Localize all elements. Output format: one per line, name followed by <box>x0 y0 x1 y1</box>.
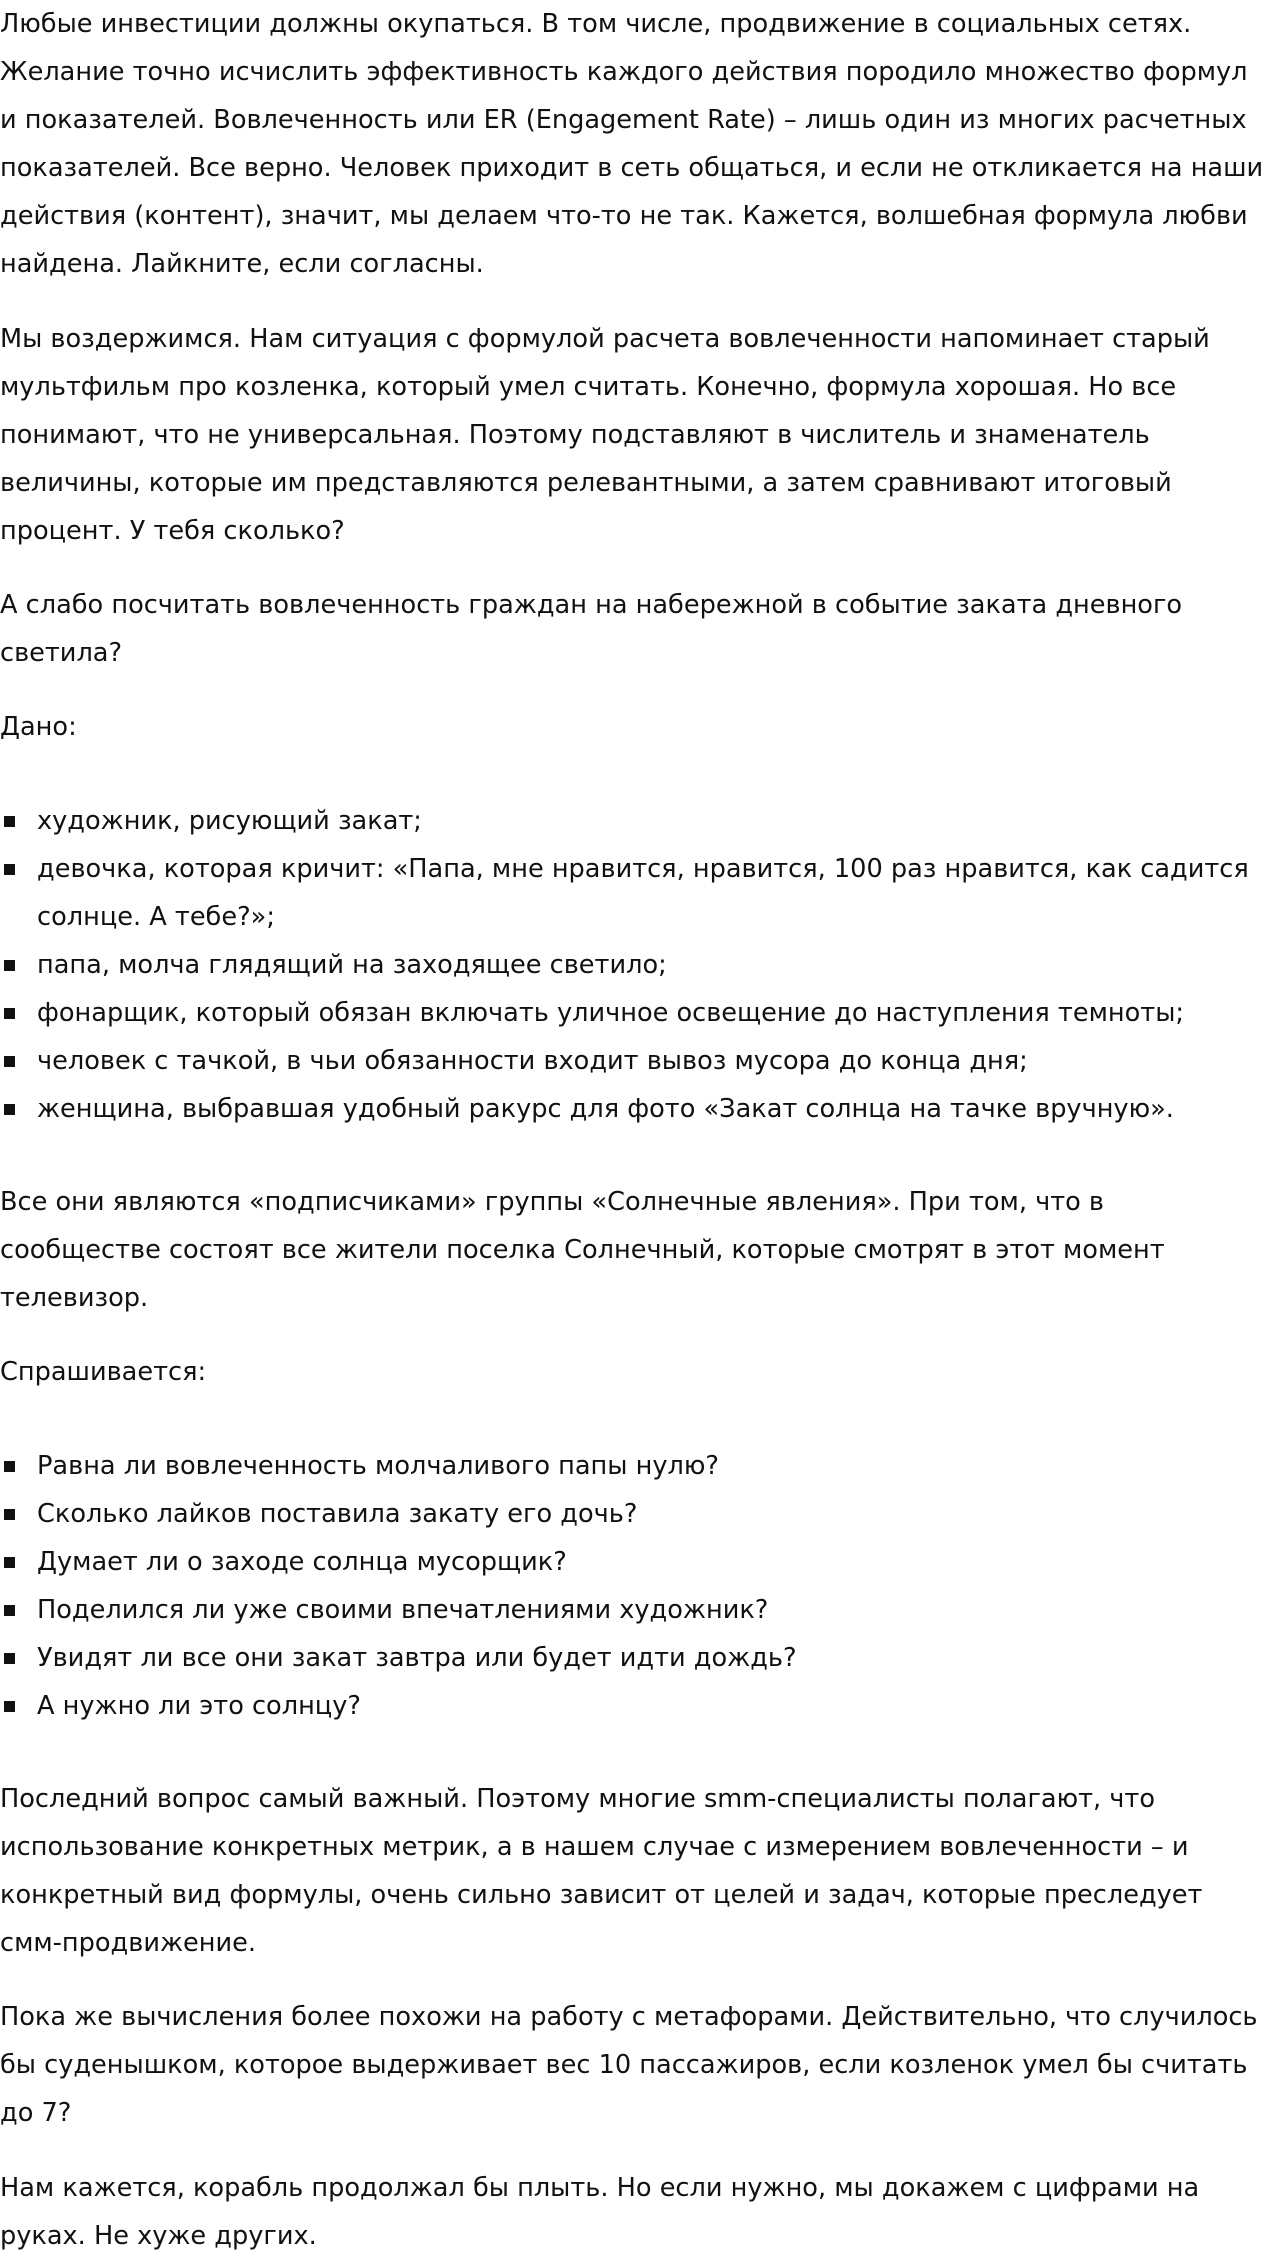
paragraph: Все они являются «подписчиками» группы «Солнечные явления». При том, что в сообществе состоят все жители поселка Солнечный, которые смотрят в этот момент телевизор. <box>0 1187 1165 1313</box>
paragraph-conclusion <box>0 2164 1270 2260</box>
paragraph: Нам кажется, корабль продолжал бы плыть. Но если нужно, мы докажем с цифрами на руках. Не хуже других. <box>0 2173 1200 2251</box>
paragraph: А слабо посчитать вовлеченность граждан на набережной в событие заката дневного светила? <box>0 590 1183 668</box>
paragraph-intro <box>0 0 1270 288</box>
label-given <box>0 703 1270 751</box>
given-list <box>0 797 1270 1133</box>
square-bullet-icon <box>4 1056 15 1067</box>
paragraph-last-question <box>0 1775 1270 1967</box>
paragraph-challenge <box>0 581 1270 677</box>
paragraph-formula <box>0 315 1270 555</box>
paragraph-subscribers <box>0 1178 1270 1322</box>
square-bullet-icon <box>4 960 15 971</box>
paragraph: Последний вопрос самый важный. Поэтому многие smm-специалисты полагают, что использование конкретных метрик, а в нашем случае с измерением вовлеченности – и конкретный вид формулы, очень сильно зависит от целей и задач, которые преследует смм-продвижение. <box>0 1784 1203 1958</box>
section-label: Дано: <box>0 712 77 742</box>
list-item: фонарщик, который обязан включать уличное освещение до наступления темноты; <box>0 989 1270 1037</box>
list-item: Увидят ли все они закат завтра или будет идти дождь? <box>0 1634 1270 1682</box>
list-item: человек с тачкой, в чьи обязанности входит вывоз мусора до конца дня; <box>0 1037 1270 1085</box>
square-bullet-icon <box>4 1461 15 1472</box>
list-item: художник, рисующий закат; <box>0 797 1270 845</box>
square-bullet-icon <box>4 1701 15 1712</box>
square-bullet-icon <box>4 1509 15 1520</box>
list-item: папа, молча глядящий на заходящее светило; <box>0 941 1270 989</box>
square-bullet-icon <box>4 1653 15 1664</box>
list-item: А нужно ли это солнцу? <box>0 1682 1270 1730</box>
paragraph-metaphors <box>0 1993 1270 2137</box>
square-bullet-icon <box>4 1008 15 1019</box>
paragraph: Пока же вычисления более похожи на работу с метафорами. Действительно, что случилось бы суденышком, которое выдерживает вес 10 пассажиров, если козленок умел бы считать до 7? <box>0 2002 1258 2128</box>
paragraph: Любые инвестиции должны окупаться. В том числе, продвижение в социальных сетях. Желание точно исчислить эффективность каждого действия породило множество формул и показателей. Вовлеченность или ER (Engagement Rate) – лишь один из многих расчетных показателей. Все верно. Человек приходит в сеть общаться, и если не откликается на наши действия (контент), значит, мы делаем что-то не так. Кажется, волшебная формула любви найдена. Лайкните, если согласны. <box>0 9 1264 279</box>
list-item: Равна ли вовлеченность молчаливого папы нулю? <box>0 1442 1270 1490</box>
square-bullet-icon <box>4 1557 15 1568</box>
list-item: Сколько лайков поставила закату его дочь? <box>0 1490 1270 1538</box>
list-item: женщина, выбравшая удобный ракурс для фото «Закат солнца на тачке вручную». <box>0 1085 1270 1133</box>
section-label: Спрашивается: <box>0 1357 207 1387</box>
square-bullet-icon <box>4 816 15 827</box>
square-bullet-icon <box>4 1104 15 1115</box>
label-asked <box>0 1348 1270 1396</box>
list-item: девочка, которая кричит: «Папа, мне нравится, нравится, 100 раз нравится, как садится солнце. А тебе?»; <box>0 845 1270 941</box>
list-item: Думает ли о заходе солнца мусорщик? <box>0 1538 1270 1586</box>
square-bullet-icon <box>4 864 15 875</box>
square-bullet-icon <box>4 1605 15 1616</box>
questions-list <box>0 1442 1270 1730</box>
paragraph: Мы воздержимся. Нам ситуация с формулой расчета вовлеченности напоминает старый мультфильм про козленка, который умел считать. Конечно, формула хорошая. Но все понимают, что не универсальная. Поэтому подставляют в числитель и знаменатель величины, которые им представляются релевантными, а затем сравнивают итоговый процент. У тебя сколько? <box>0 324 1210 546</box>
list-item: Поделился ли уже своими впечатлениями художник? <box>0 1586 1270 1634</box>
